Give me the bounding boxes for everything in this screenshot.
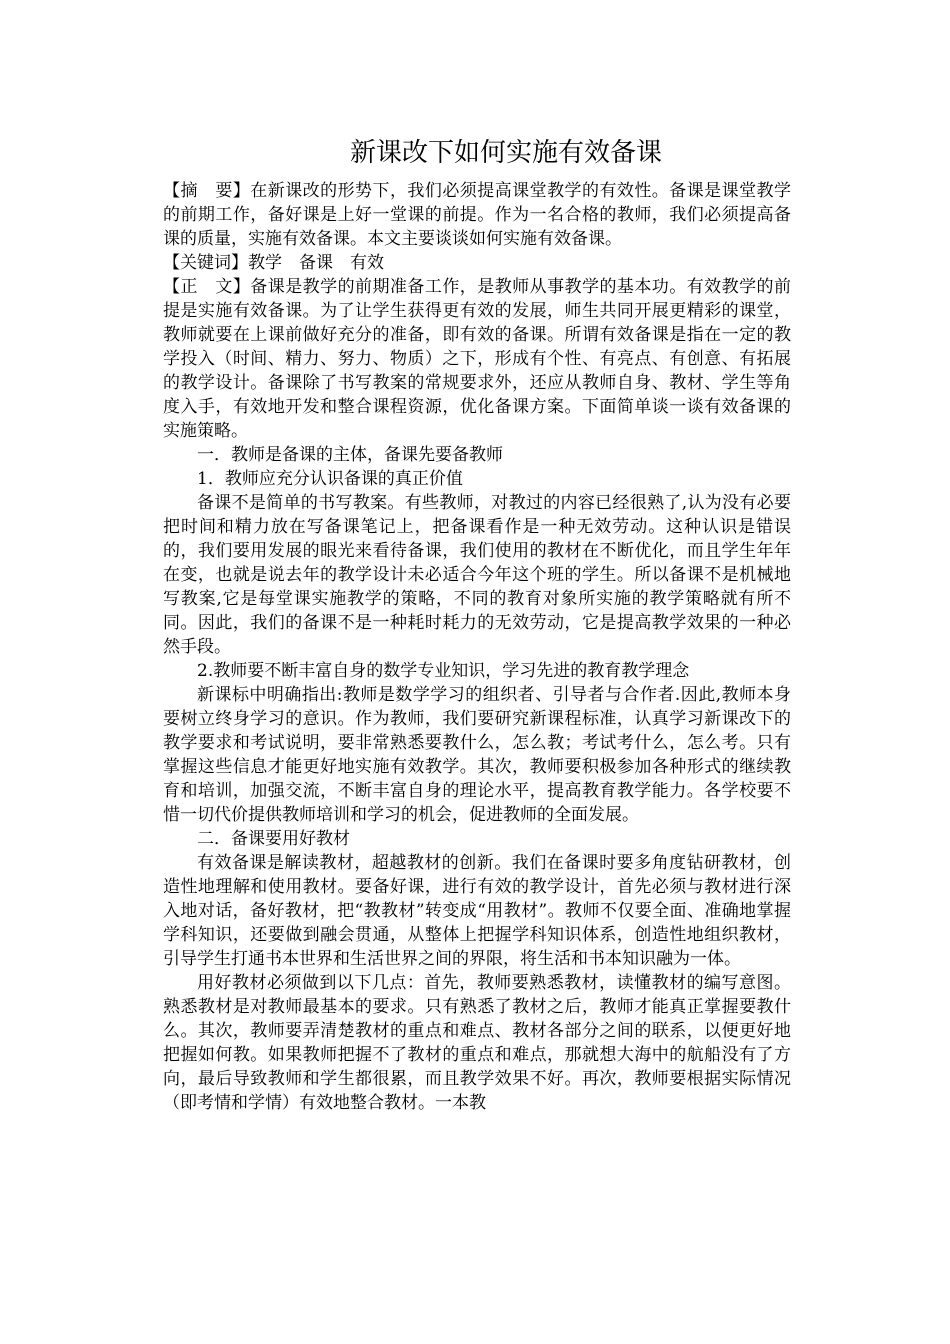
subsection-heading-1: 1．教师应充分认识备课的真正价值 [197,469,463,489]
body-intro-paragraph [163,275,791,443]
abstract-paragraph [163,179,791,251]
subsection-heading-2: 2.教师要不断丰富自身的数学专业知识，学习先进的教育教学理念 [197,661,690,681]
section-heading-1: 一．教师是备课的主体，备课先要备教师 [197,445,503,465]
keywords-label: 【关键词】 [163,253,248,273]
paragraph: 新课标中明确指出:教师是数学学习的组织者、引导者与合作者.因此,教师本身要树立终身学习的意识。作为教师，我们要研究新课程标准，认真学习新课改下的教学要求和考试说明，要非常熟悉要教什么，怎么教；考试考什么，怎么考。只有掌握这些信息才能更好地实施有效教学。其次，教师要积极参加各种形式的继续教育和培训，加强交流，不断丰富自身的理论水平，提高教育教学能力。各学校要不惜一切代价提供教师培训和学习的机会，促进教师的全面发展。 [163,685,791,825]
abstract-label: 【摘 要】 [163,181,251,201]
section-heading-2: 二．备课要用好教材 [197,829,350,849]
body-label: 【正 文】 [163,277,251,297]
paragraph: 用好教材必须做到以下几点：首先，教师要熟悉教材，读懂教材的编写意图。熟悉教材是对教师最基本的要求。只有熟悉了教材之后，教师才能真正掌握要教什么。其次，教师要弄清楚教材的重点和难点、教材各部分之间的联系，以便更好地把握如何教。如果教师把握不了教材的重点和难点，那就想大海中的航船没有了方向，最后导致教师和学生都很累，而且教学效果不好。再次，教师要根据实际情况（即考情和学情）有效地整合教材。一本教 [163,973,791,1113]
keywords-paragraph [163,251,791,275]
document-page [163,133,791,1115]
keywords-text: 教学 备课 有效 [248,253,384,273]
body-intro-text: 备课是教学的前期准备工作，是教师从事教学的基本功。有效教学的前提是实施有效备课。为了让学生获得更有效的发展，师生共同开展更精彩的课堂，教师就要在上课前做好充分的准备，即有效的备课。所谓有效备课是指在一定的教学投入（时间、精力、努力、物质）之下，形成有个性、有亮点、有创意、有拓展的教学设计。备课除了书写教案的常规要求外，还应从教师自身、教材、学生等角度入手，有效地开发和整合课程资源，优化备课方案。下面简单谈一谈有效备课的实施策略。 [163,277,792,441]
abstract-text: 在新课改的形势下，我们必须提高课堂教学的有效性。备课是课堂教学的前期工作，备好课是上好一堂课的前提。作为一名合格的教师，我们必须提高备课的质量，实施有效备课。本文主要谈谈如何实施有效备课。 [163,181,792,249]
document-title: 新课改下如何实施有效备课 [349,138,662,168]
paragraph: 有效备课是解读教材，超越教材的创新。我们在备课时要多角度钻研教材，创造性地理解和使用教材。要备好课，进行有效的教学设计，首先必须与教材进行深入地对话，备好教材，把“教教材”转变成“用教材”。教师不仅要全面、准确地掌握学科知识，还要做到融会贯通，从整体上把握学科知识体系，创造性地组织教材，引导学生打通书本世界和生活世界之间的界限，将生活和书本知识融为一体。 [163,853,791,969]
paragraph: 备课不是简单的书写教案。有些教师，对教过的内容已经很熟了,认为没有必要把时间和精力放在写备课笔记上，把备课看作是一种无效劳动。这种认识是错误的，我们要用发展的眼光来看待备课，我们使用的教材在不断优化，而且学生年年在变，也就是说去年的教学设计未必适合今年这个班的学生。所以备课不是机械地写教案,它是每堂课实施教学的策略，不同的教育对象所实施的教学策略就有所不同。因此，我们的备课不是一种耗时耗力的无效劳动，它是提高教学效果的一种必然手段。 [163,493,791,657]
